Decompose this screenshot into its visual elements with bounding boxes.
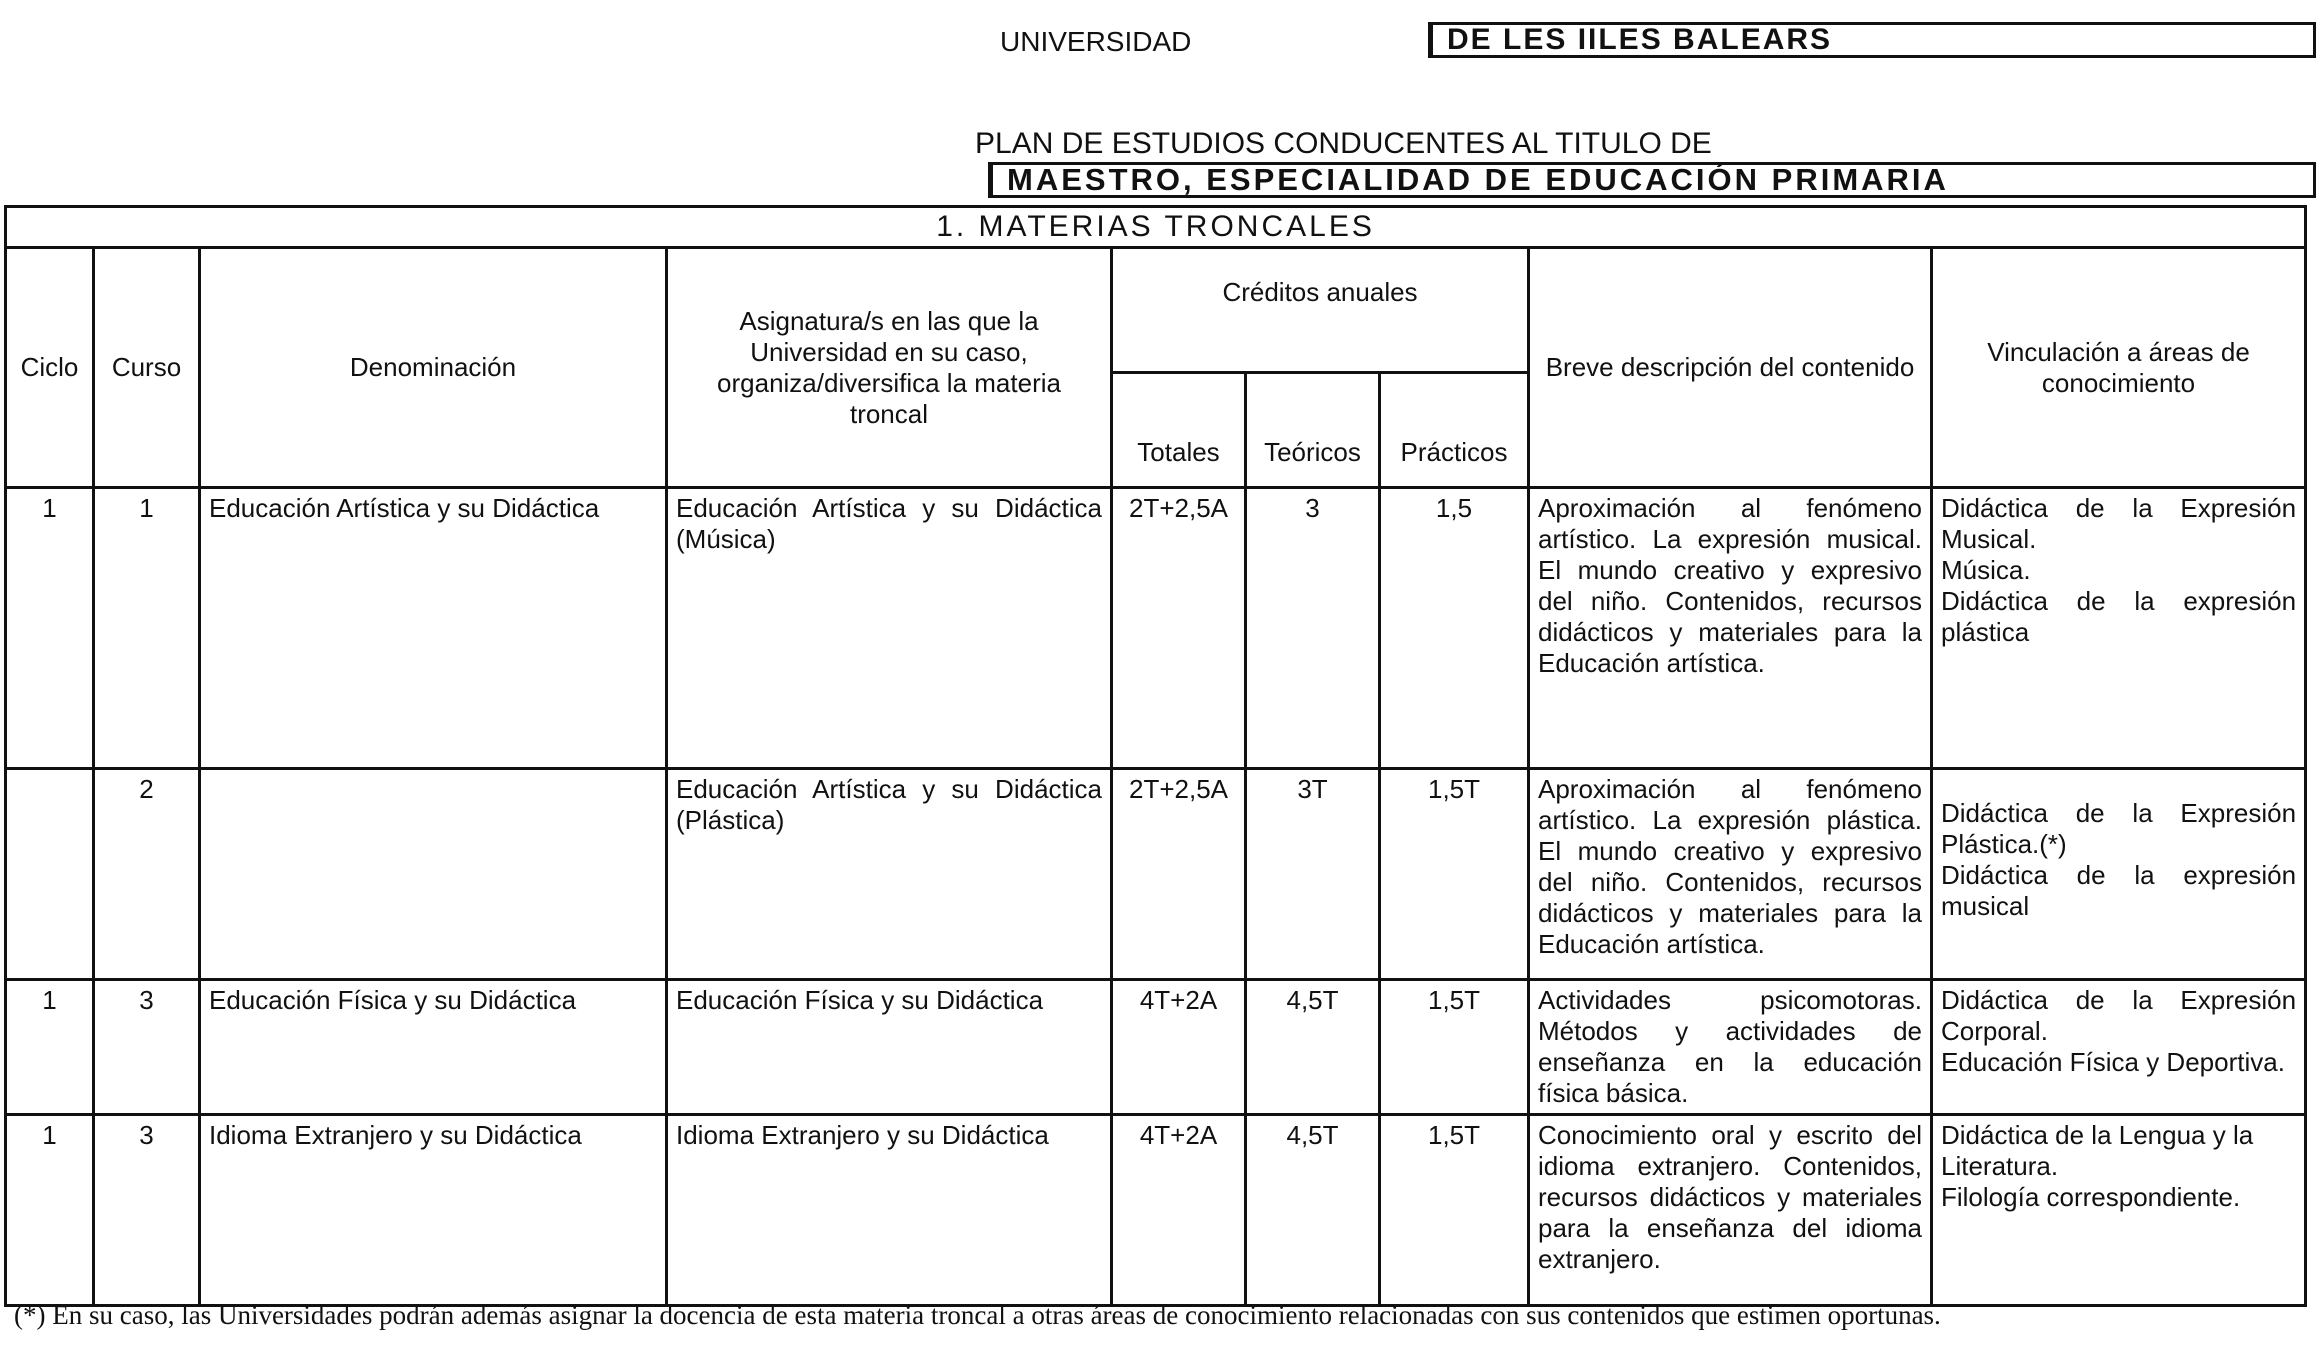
vinculacion-item: Didáctica de la expresión musical: [1941, 860, 2297, 921]
col-header-asignaturas: Asignatura/s en las que la Universidad en su caso, organiza/diversifica la materia troncal: [667, 248, 1112, 488]
col-header-descripcion: Breve descripción del contenido: [1529, 248, 1932, 488]
table-row: [6, 769, 2306, 980]
cell-descripcion: Aproximación al fenómeno artístico. La expresión plástica. El mundo creativo y expresivo del niño. Contenidos, recursos didácticos y materiales para la Educación artística.: [1529, 769, 1932, 980]
vinculacion-item: Música.: [1941, 555, 2031, 585]
cell-ciclo: 1: [6, 1115, 94, 1306]
table-row: [6, 1115, 2306, 1306]
cell-denominacion: Idioma Extranjero y su Didáctica: [200, 1115, 667, 1306]
vinculacion-item: Filología correspondiente.: [1941, 1182, 2241, 1212]
cell-totales: 4T+2A: [1112, 1115, 1246, 1306]
col-header-vinculacion: Vinculación a áreas de conocimiento: [1932, 248, 2306, 488]
cell-descripcion: Aproximación al fenómeno artístico. La expresión musical. El mundo creativo y expresivo del niño. Contenidos, recursos didácticos y materiales para la Educación artística.: [1529, 488, 1932, 769]
vinculacion-item: Didáctica de la Expresión Corporal.: [1941, 985, 2297, 1046]
cell-asignatura: Idioma Extranjero y su Didáctica: [667, 1115, 1112, 1306]
col-header-curso: Curso: [94, 248, 200, 488]
col-header-teoricos: Teóricos: [1246, 373, 1380, 488]
col-header-denominacion: Denominación: [200, 248, 667, 488]
materias-troncales-table: [4, 205, 2307, 1307]
cell-teoricos: 3T: [1246, 769, 1380, 980]
cell-ciclo: [6, 769, 94, 980]
cell-curso: 3: [94, 1115, 200, 1306]
cell-asignatura: Educación Física y su Didáctica: [667, 980, 1112, 1115]
col-header-totales: Totales: [1112, 373, 1246, 488]
cell-vinculacion: [1932, 980, 2306, 1115]
cell-totales: 4T+2A: [1112, 980, 1246, 1115]
cell-ciclo: 1: [6, 488, 94, 769]
cell-denominacion: Educación Física y su Didáctica: [200, 980, 667, 1115]
cell-teoricos: 3: [1246, 488, 1380, 769]
cell-practicos: 1,5T: [1380, 1115, 1529, 1306]
cell-practicos: 1,5T: [1380, 769, 1529, 980]
cell-teoricos: 4,5T: [1246, 1115, 1380, 1306]
titulo-box: MAESTRO, ESPECIALIDAD DE EDUCACIÓN PRIMARIA: [988, 162, 2316, 198]
cell-asignatura: Educación Artística y su Didáctica (Plástica): [667, 769, 1112, 980]
vinculacion-item: Didáctica de la expresión plástica: [1941, 586, 2297, 647]
table-row: [6, 980, 2306, 1115]
cell-curso: 2: [94, 769, 200, 980]
col-header-ciclo: Ciclo: [6, 248, 94, 488]
cell-asignatura: Educación Artística y su Didáctica (Música): [667, 488, 1112, 769]
cell-curso: 1: [94, 488, 200, 769]
cell-ciclo: 1: [6, 980, 94, 1115]
col-header-creditos: Créditos anuales: [1112, 248, 1529, 373]
vinculacion-item: Didáctica de la Expresión Musical.: [1941, 493, 2297, 554]
vinculacion-item: Didáctica de la Expresión Plástica.(*): [1941, 798, 2297, 859]
cell-practicos: 1,5T: [1380, 980, 1529, 1115]
plan-label: PLAN DE ESTUDIOS CONDUCENTES AL TITULO DE: [975, 127, 1712, 160]
section-title: 1. MATERIAS TRONCALES: [6, 207, 2306, 248]
cell-denominacion: Educación Artística y su Didáctica: [200, 488, 667, 769]
footnote: (*) En su caso, las Universidades podrán además asignar la docencia de esta materia troncal a otras áreas de conocimiento relacionadas con sus contenidos que estimen oportunas.: [14, 1300, 1941, 1330]
vinculacion-item: Educación Física y Deportiva.: [1941, 1047, 2285, 1077]
cell-vinculacion: [1932, 488, 2306, 769]
cell-descripcion: Conocimiento oral y escrito del idioma extranjero. Contenidos, recursos didácticos y materiales para la enseñanza del idioma extranjero.: [1529, 1115, 1932, 1306]
col-header-practicos: Prácticos: [1380, 373, 1529, 488]
cell-vinculacion: [1932, 769, 2306, 980]
vinculacion-item: Didáctica de la Lengua y la Literatura.: [1941, 1120, 2254, 1181]
cell-teoricos: 4,5T: [1246, 980, 1380, 1115]
cell-descripcion: Actividades psicomotoras. Métodos y actividades de enseñanza en la educación física básica.: [1529, 980, 1932, 1115]
universidad-name-box: DE LES IILES BALEARS: [1428, 22, 2316, 58]
cell-practicos: 1,5: [1380, 488, 1529, 769]
table-row: [6, 488, 2306, 769]
cell-totales: 2T+2,5A: [1112, 769, 1246, 980]
cell-denominacion: [200, 769, 667, 980]
cell-vinculacion: [1932, 1115, 2306, 1306]
cell-totales: 2T+2,5A: [1112, 488, 1246, 769]
universidad-label: UNIVERSIDAD: [1000, 26, 1192, 57]
cell-curso: 3: [94, 980, 200, 1115]
